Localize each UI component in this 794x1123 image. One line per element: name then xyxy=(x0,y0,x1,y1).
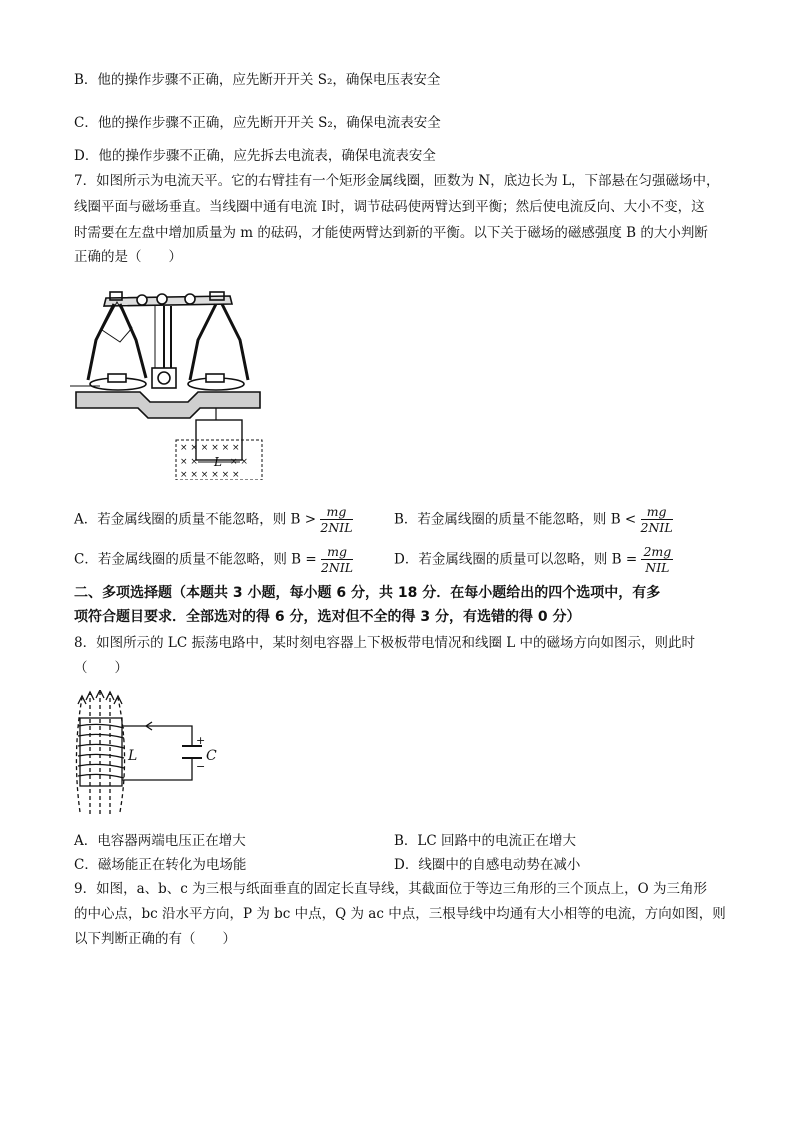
lc-circuit-figure xyxy=(72,690,222,820)
numerator: mg xyxy=(320,504,352,520)
q8-stem-line2: （ ） xyxy=(74,660,128,676)
q7-option-a xyxy=(74,504,353,535)
q6-option-d: D．他的操作步骤不正确，应先拆去电流表，确保电流表安全 xyxy=(74,148,436,164)
q8-option-c: C．磁场能正在转化为电场能 xyxy=(74,857,247,873)
fraction xyxy=(641,544,673,575)
denominator: NIL xyxy=(645,560,670,575)
figure-label-L: L xyxy=(214,455,222,469)
denominator: 2NIL xyxy=(640,520,673,535)
q7-stem-line1: 7．如图所示为电流天平。它的右臂挂有一个矩形金属线圈，匝数为 N，底边长为 L，下部悬在匀强磁场中， xyxy=(74,173,720,189)
fraction xyxy=(320,504,352,535)
label-L: L xyxy=(128,748,138,764)
q7-option-b xyxy=(394,504,673,535)
q7-option-d xyxy=(394,544,673,575)
q8-option-d: D．线圈中的自感电动势在减小 xyxy=(394,857,581,873)
q8-stem-line1: 8．如图所示的 LC 振荡电路中，某时刻电容器上下极板带电情况和线圈 L 中的磁场方向如图示，则此时 xyxy=(74,635,696,651)
q7-stem-line3: 时需要在左盘中增加质量为 m 的砝码，才能使两臂达到新的平衡。以下关于磁场的磁感强度 B 的大小判断 xyxy=(74,225,708,241)
svg-text:× ×: × × xyxy=(180,457,198,467)
label-minus: − xyxy=(196,760,206,773)
label-C: C xyxy=(206,748,217,764)
q6-option-c: C．他的操作步骤不正确，应先断开开关 S₂，确保电流表安全 xyxy=(74,115,441,131)
numerator: mg xyxy=(641,504,673,520)
svg-text:× × × × × ×: × × × × × × xyxy=(180,443,240,453)
section-2-heading-line1: 二、多项选择题（本题共 3 小题，每小题 6 分，共 18 分．在每小题给出的四个选项中，有多 xyxy=(74,585,661,601)
q6-option-b: B．他的操作步骤不正确，应先断开开关 S₂，确保电压表安全 xyxy=(74,72,441,88)
q7-option-c xyxy=(74,544,353,575)
numerator: 2mg xyxy=(643,544,672,559)
option-text: B．若金属线圈的质量不能忽略，则 B < xyxy=(394,511,637,528)
option-text: A．若金属线圈的质量不能忽略，则 B > xyxy=(74,511,317,528)
q7-stem-line4: 正确的是（ ） xyxy=(74,249,182,265)
option-text: D．若金属线圈的质量可以忽略，则 B = xyxy=(394,551,638,568)
option-text: C．若金属线圈的质量不能忽略，则 B = xyxy=(74,551,317,568)
q9-stem-line1: 9．如图，a、b、c 为三根与纸面垂直的固定长直导线，其截面位于等边三角形的三个顶点上，O 为三角形 xyxy=(74,881,707,897)
svg-text:× × × × × ×: × × × × × × xyxy=(180,470,240,480)
label-plus: + xyxy=(196,734,206,747)
denominator: 2NIL xyxy=(320,520,353,535)
q9-stem-line3: 以下判断正确的有（ ） xyxy=(74,931,236,947)
section-2-heading-line2: 项符合题目要求．全部选对的得 6 分，选对但不全的得 3 分，有选错的得 0 分） xyxy=(74,609,581,625)
svg-text:× ×: × × xyxy=(230,457,248,467)
fraction xyxy=(321,544,353,575)
fraction xyxy=(641,504,673,535)
q7-stem-line2: 线圈平面与磁场垂直。当线圈中通有电流 I时，调节砝码使两臂达到平衡；然后使电流反向、大小不变，这 xyxy=(74,199,705,215)
current-balance-figure xyxy=(70,280,270,480)
q9-stem-line2: 的中心点，bc 沿水平方向，P 为 bc 中点，Q 为 ac 中点，三根导线中均通有大小相等的电流，方向如图，则 xyxy=(74,906,726,922)
q8-option-b: B．LC 回路中的电流正在增大 xyxy=(394,833,577,849)
denominator: 2NIL xyxy=(320,560,354,575)
q8-option-a: A．电容器两端电压正在增大 xyxy=(74,833,246,849)
numerator: mg xyxy=(321,544,353,560)
